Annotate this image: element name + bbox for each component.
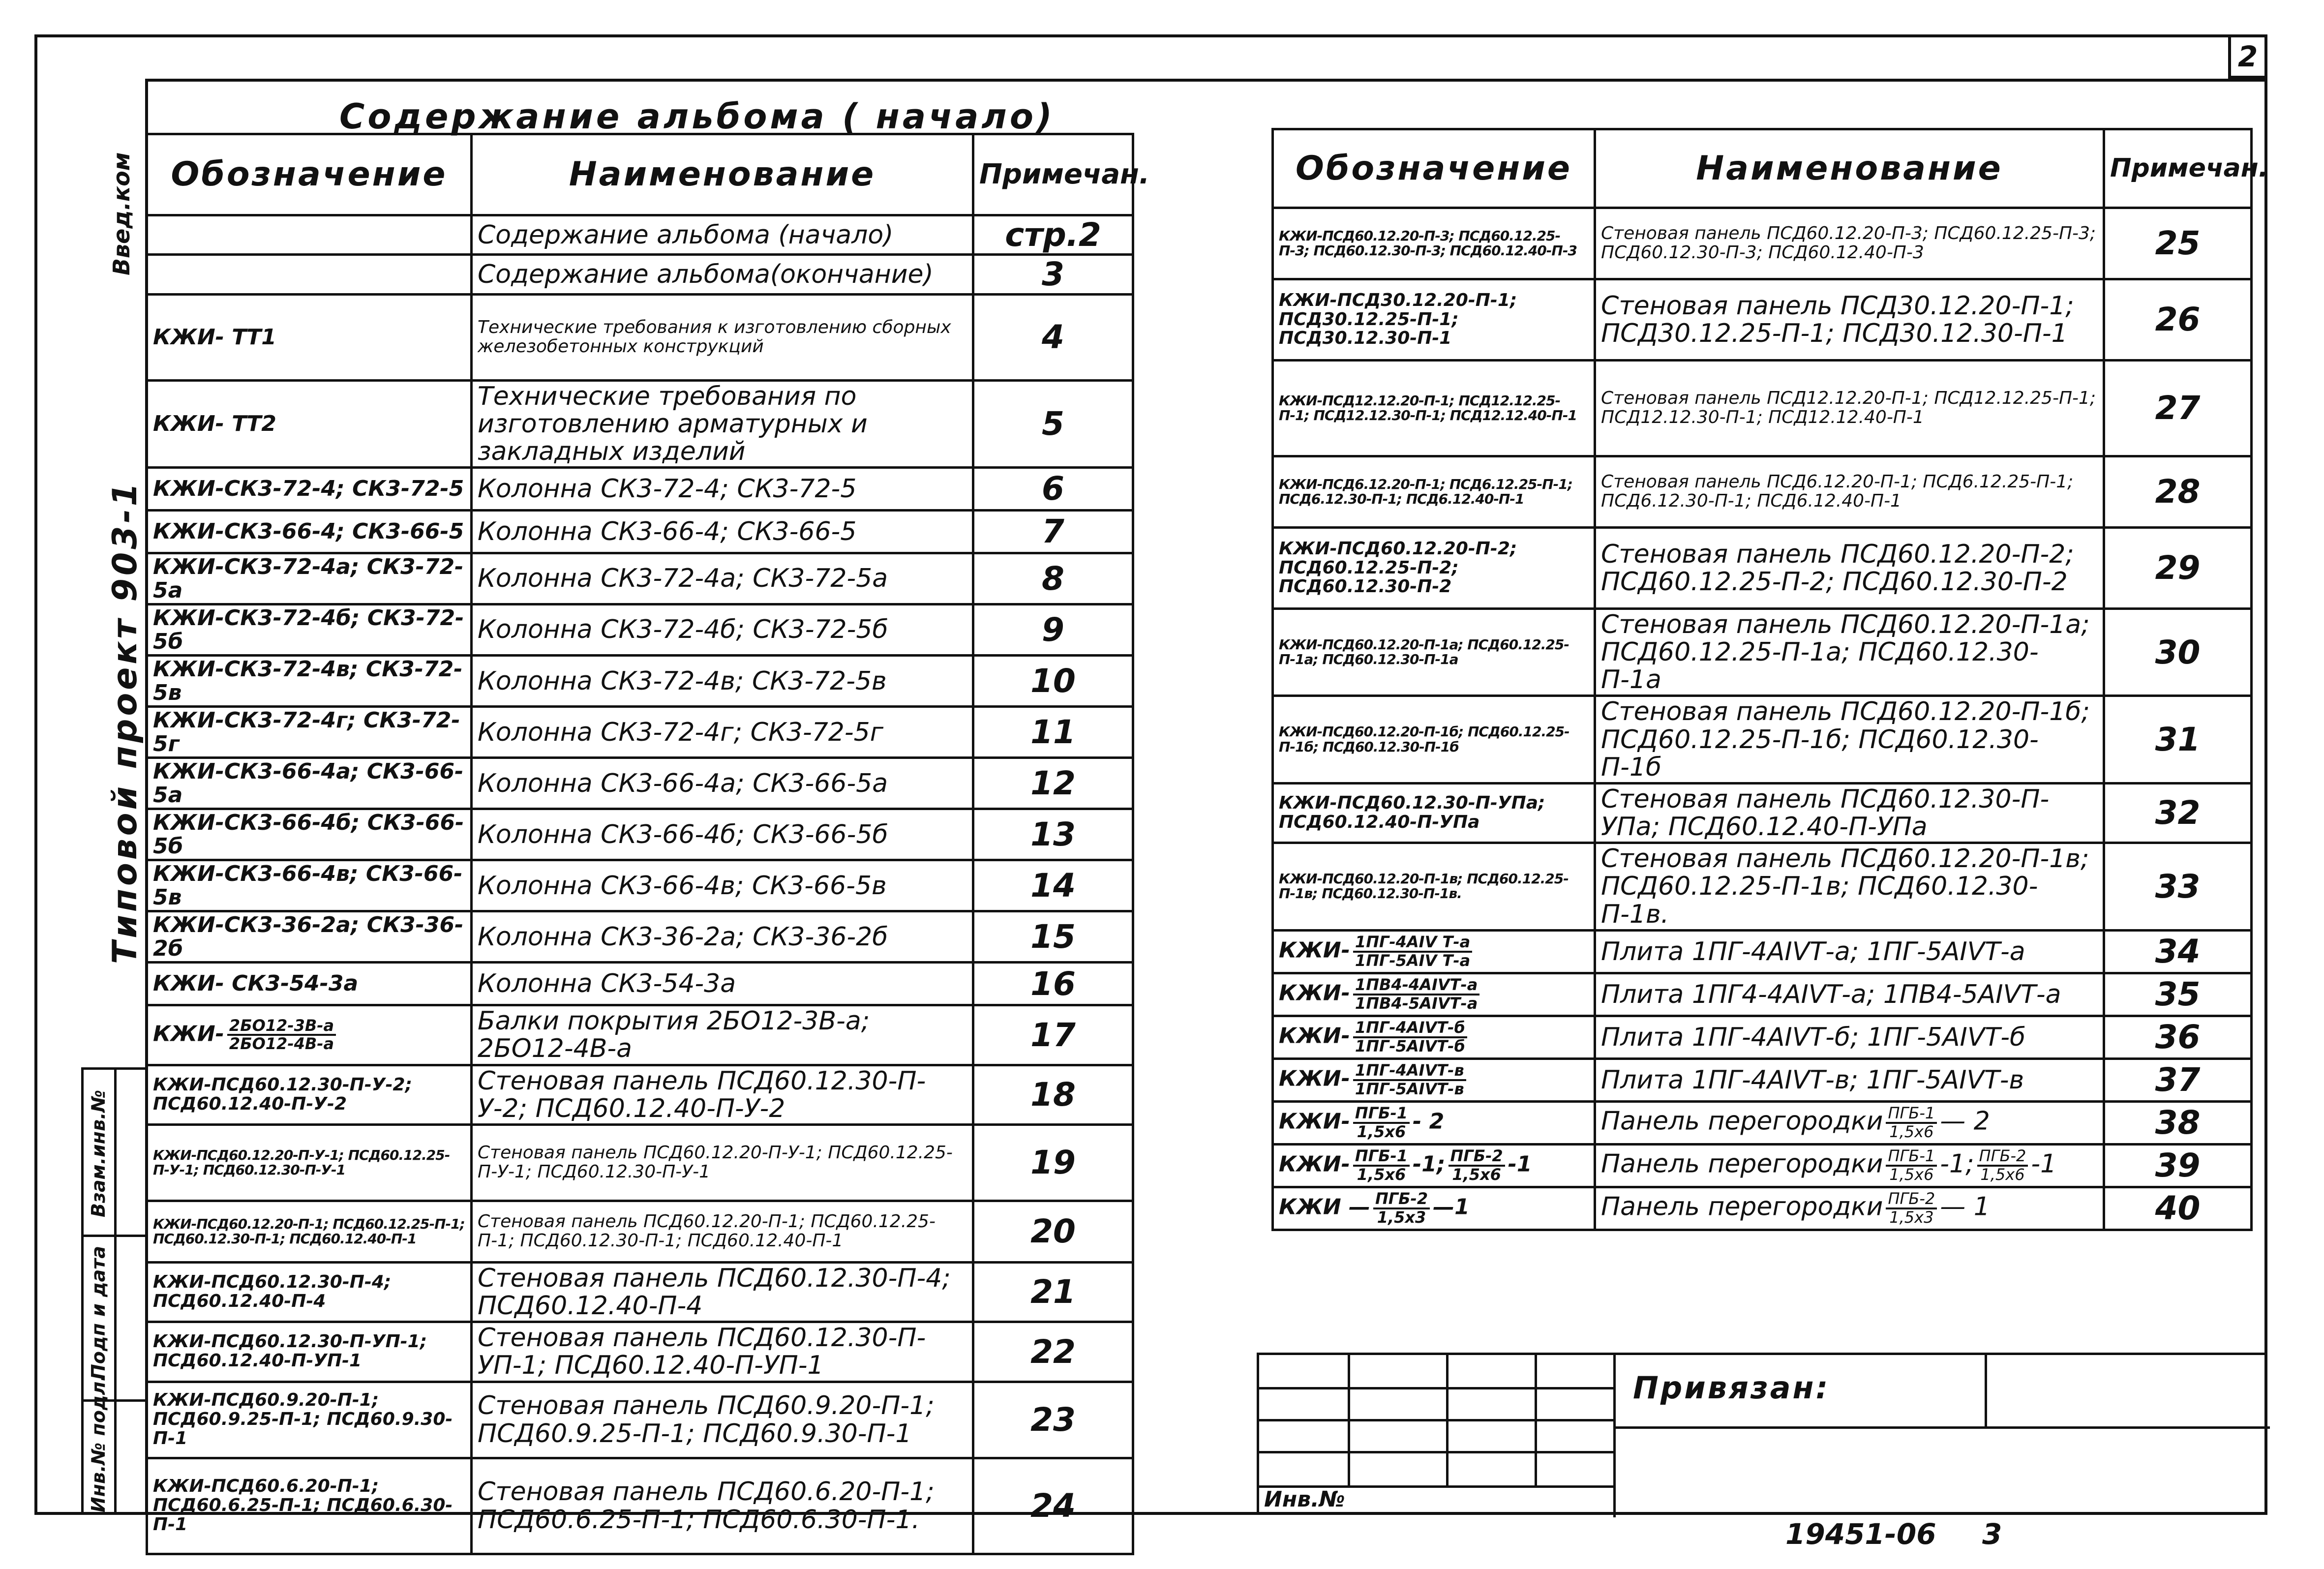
row-oboz: КЖИ-СК3-66-4а; СК3-66-5а <box>147 758 472 809</box>
header-oboz-right: Обозначение <box>1273 129 1595 208</box>
row-prim: 27 <box>2104 361 2252 456</box>
row-oboz: КЖИ-ПСД60.12.20-П-1а; ПСД60.12.25-П-1а; ПСД60.12.30-П-1а <box>1273 609 1595 696</box>
table-row <box>147 656 1133 707</box>
row-oboz: КЖИ-ПСД60.12.30-П-4; ПСД60.12.40-П-4 <box>147 1262 472 1322</box>
row-naim: Балки покрытия 2БО12-3В-а; 2БО12-4В-а <box>472 1005 973 1065</box>
table-row <box>1273 208 2252 279</box>
table-row <box>1273 1058 2252 1101</box>
fraction <box>1449 1148 1505 1183</box>
row-oboz: КЖИ-ПСД60.9.20-П-1; ПСД60.9.25-П-1; ПСД60.9.30-П-1 <box>147 1382 472 1458</box>
row-naim: Стеновая панель ПСД30.12.20-П-1; ПСД30.12.25-П-1; ПСД30.12.30-П-1 <box>1595 279 2104 361</box>
fraction-bottom: 1,5х6 <box>1452 1165 1501 1184</box>
fraction-top: 1ПВ4-4АIVТ-а <box>1353 977 1479 996</box>
table-row <box>147 215 1133 255</box>
row-oboz <box>1273 1144 1595 1187</box>
row-oboz <box>1273 1016 1595 1058</box>
side-label-vved: Введ.ком <box>108 152 135 275</box>
row-naim: Стеновая панель ПСД12.12.20-П-1; ПСД12.12.25-П-1; ПСД12.12.30-П-1; ПСД12.12.40-П-1 <box>1595 361 2104 456</box>
fraction-bottom: 1,5х6 <box>1980 1165 2025 1184</box>
table-row <box>1273 930 2252 973</box>
fraction-top: ПГБ-2 <box>1977 1148 2028 1167</box>
row-prim: 22 <box>973 1322 1133 1382</box>
table-row <box>1273 1187 2252 1230</box>
row-naim: Колонна СК3-66-4в; СК3-66-5в <box>472 860 973 911</box>
row-prim: 15 <box>973 911 1133 963</box>
table-row <box>147 1124 1133 1201</box>
oboz-prefix: КЖИ- <box>1279 937 1350 963</box>
fraction <box>227 1018 336 1053</box>
fraction-bottom: 1ПВ4-5АIVТ-а <box>1355 994 1478 1013</box>
table-row <box>147 911 1133 963</box>
row-oboz <box>147 1005 472 1065</box>
fraction-top: 1ПГ-4АIV Т-а <box>1353 934 1472 953</box>
row-oboz: КЖИ-ПСД60.12.30-П-У-2; ПСД60.12.40-П-У-2 <box>147 1065 472 1124</box>
row-naim <box>1595 1187 2104 1230</box>
table-row <box>1273 361 2252 456</box>
naim-mid: -1; <box>1940 1149 1974 1179</box>
row-naim: Стеновая панель ПСД60.12.20-П-1; ПСД60.12.25-П-1; ПСД60.12.30-П-1; ПСД60.12.40-П-1 <box>472 1201 973 1262</box>
oboz-suffix: - 2 <box>1413 1109 1445 1134</box>
fraction-bottom: 1ПГ-5АIVТ-в <box>1355 1079 1464 1098</box>
header-prim-right: Примечан. <box>2104 129 2252 208</box>
table-row <box>1273 783 2252 843</box>
fraction <box>1353 1105 1410 1140</box>
row-prim: 8 <box>973 553 1133 604</box>
oboz-prefix: КЖИ- <box>1279 1109 1350 1134</box>
table-row <box>147 468 1133 511</box>
naim-prefix: Панель перегородки <box>1601 1149 1883 1179</box>
row-prim: 13 <box>973 809 1133 860</box>
left-contents-table <box>146 133 1150 1555</box>
table-row <box>147 1262 1133 1322</box>
header-oboz: Обозначение <box>147 134 472 215</box>
side-label-project: Типовой проект 903-1 <box>106 480 145 964</box>
row-naim: Стеновая панель ПСД60.12.30-П-У-2; ПСД60.12.40-П-У-2 <box>472 1065 973 1124</box>
row-naim: Стеновая панель ПСД60.12.20-П-3; ПСД60.12.25-П-3; ПСД60.12.30-П-3; ПСД60.12.40-П-3 <box>1595 208 2104 279</box>
fraction-bottom: 1ПГ-5АIVТ-б <box>1355 1036 1465 1056</box>
table-row <box>147 1458 1133 1554</box>
row-naim: Плита 1ПГ-4АIVТ-б; 1ПГ-5АIVТ-б <box>1595 1016 2104 1058</box>
row-oboz: КЖИ-СК3-72-4г; СК3-72-5г <box>147 707 472 758</box>
row-prim: 14 <box>973 860 1133 911</box>
row-oboz <box>1273 1101 1595 1144</box>
row-oboz: КЖИ-СК3-72-4; СК3-72-5 <box>147 468 472 511</box>
row-naim: Технические требования к изготовлению сборных железобетонных конструкций <box>472 294 973 380</box>
table-row <box>1273 609 2252 696</box>
row-naim: Стеновая панель ПСД60.12.30-П-4; ПСД60.12.40-П-4 <box>472 1262 973 1322</box>
table-row <box>1273 1101 2252 1144</box>
row-naim <box>1595 1144 2104 1187</box>
row-oboz: КЖИ-ПСД60.12.30-П-УПа; ПСД60.12.40-П-УПа <box>1273 783 1595 843</box>
row-oboz: КЖИ- ТТ2 <box>147 380 472 467</box>
row-oboz: КЖИ-ПСД60.12.20-П-1; ПСД60.12.25-П-1; ПСД60.12.30-П-1; ПСД60.12.40-П-1 <box>147 1201 472 1262</box>
row-naim: Содержание альбома (начало) <box>472 215 973 255</box>
stamp-block <box>1257 1353 2267 1515</box>
row-prim: 12 <box>973 758 1133 809</box>
row-prim: 20 <box>973 1201 1133 1262</box>
naim-suffix: -1 <box>2031 1149 2057 1179</box>
naim-suffix: — 2 <box>1940 1106 1990 1136</box>
row-naim: Стеновая панель ПСД60.12.20-П-2; ПСД60.12.25-П-2; ПСД60.12.30-П-2 <box>1595 528 2104 609</box>
row-oboz <box>1273 1058 1595 1101</box>
row-oboz: КЖИ-ПСД60.12.20-П-3; ПСД60.12.25-П-3; ПСД60.12.30-П-3; ПСД60.12.40-П-3 <box>1273 208 1595 279</box>
fraction <box>1353 934 1472 969</box>
row-prim: стр.2 <box>973 215 1133 255</box>
row-prim: 23 <box>973 1382 1133 1458</box>
table-row <box>1273 973 2252 1016</box>
row-prim: 29 <box>2104 528 2252 609</box>
fraction-bottom: 1,5х6 <box>1889 1122 1934 1141</box>
fraction-top: ПГБ-1 <box>1353 1105 1410 1124</box>
row-prim: 24 <box>973 1458 1133 1554</box>
fraction-bottom: 1,5х6 <box>1889 1165 1934 1184</box>
row-prim: 18 <box>973 1065 1133 1124</box>
row-naim: Стеновая панель ПСД60.6.20-П-1; ПСД60.6.25-П-1; ПСД60.6.30-П-1. <box>472 1458 973 1554</box>
row-oboz: КЖИ-СК3-72-4а; СК3-72-5а <box>147 553 472 604</box>
fraction-bottom: 1,5х6 <box>1357 1165 1406 1184</box>
row-prim: 32 <box>2104 783 2252 843</box>
row-naim: Стеновая панель ПСД6.12.20-П-1; ПСД6.12.25-П-1; ПСД6.12.30-П-1; ПСД6.12.40-П-1 <box>1595 456 2104 528</box>
row-prim: 6 <box>973 468 1133 511</box>
naim-prefix: Панель перегородки <box>1601 1192 1883 1222</box>
row-prim: 31 <box>2104 696 2252 783</box>
fraction-top: ПГБ-1 <box>1353 1148 1410 1167</box>
row-prim: 19 <box>973 1124 1133 1201</box>
table-row <box>1273 843 2252 930</box>
row-oboz: КЖИ-СК3-36-2а; СК3-36-2б <box>147 911 472 963</box>
fraction <box>1353 1062 1466 1097</box>
row-prim: 26 <box>2104 279 2252 361</box>
row-prim: 5 <box>973 380 1133 467</box>
oboz-prefix: КЖИ- <box>1279 1066 1350 1091</box>
row-prim: 3 <box>973 255 1133 294</box>
table-row <box>147 963 1133 1005</box>
bottom-code: 19451-06 <box>1785 1517 1936 1551</box>
table-row <box>147 707 1133 758</box>
oboz-suffix: -1 <box>1508 1151 1532 1177</box>
table-row <box>1273 1016 2252 1058</box>
row-oboz: КЖИ-СК3-66-4б; СК3-66-5б <box>147 809 472 860</box>
fraction <box>1886 1191 1937 1226</box>
table-row <box>147 809 1133 860</box>
row-oboz <box>147 215 472 255</box>
fraction <box>1353 977 1479 1012</box>
fraction <box>1373 1191 1430 1226</box>
row-prim: 4 <box>973 294 1133 380</box>
row-naim: Колонна СК3-72-4в; СК3-72-5в <box>472 656 973 707</box>
row-naim <box>1595 1101 2104 1144</box>
row-prim: 25 <box>2104 208 2252 279</box>
fraction-bottom: 2БО12-4В-а <box>229 1034 334 1054</box>
table-row <box>1273 279 2252 361</box>
row-prim: 36 <box>2104 1016 2252 1058</box>
row-naim: Колонна СК3-66-4; СК3-66-5 <box>472 511 973 553</box>
table-row <box>147 758 1133 809</box>
row-prim: 7 <box>973 511 1133 553</box>
table-row <box>147 553 1133 604</box>
row-naim: Колонна СК3-66-4б; СК3-66-5б <box>472 809 973 860</box>
row-oboz <box>1273 973 1595 1016</box>
fraction-top: 1ПГ-4АIVТ-в <box>1353 1062 1466 1081</box>
fraction <box>1886 1148 1937 1183</box>
row-naim: Стеновая панель ПСД60.9.20-П-1; ПСД60.9.25-П-1; ПСД60.9.30-П-1 <box>472 1382 973 1458</box>
row-oboz: КЖИ-СК3-72-4в; СК3-72-5в <box>147 656 472 707</box>
row-oboz: КЖИ-ПСД60.6.20-П-1; ПСД60.6.25-П-1; ПСД60.6.30-П-1 <box>147 1458 472 1554</box>
fraction-top: ПГБ-2 <box>1373 1191 1430 1209</box>
row-oboz: КЖИ- ТТ1 <box>147 294 472 380</box>
table-row <box>147 1322 1133 1382</box>
fraction-top: 1ПГ-4АIVТ-б <box>1353 1020 1467 1038</box>
table-row <box>147 1201 1133 1262</box>
header-naim-right: Наименование <box>1595 129 2104 208</box>
side-label-podp: Подп и дата <box>88 1246 109 1380</box>
table-row <box>147 1005 1133 1065</box>
oboz-prefix: КЖИ- <box>153 1021 224 1047</box>
oboz-prefix: КЖИ- <box>1279 1151 1350 1177</box>
row-oboz: КЖИ-ПСД6.12.20-П-1; ПСД6.12.25-П-1; ПСД6.12.30-П-1; ПСД6.12.40-П-1 <box>1273 456 1595 528</box>
row-naim: Колонна СК3-72-4а; СК3-72-5а <box>472 553 973 604</box>
table-row <box>147 511 1133 553</box>
row-prim: 39 <box>2104 1144 2252 1187</box>
table-row <box>147 1065 1133 1124</box>
table-row <box>147 604 1133 656</box>
fraction <box>1977 1148 2028 1183</box>
bottom-num: 3 <box>1982 1517 2002 1551</box>
table-row <box>1273 528 2252 609</box>
header-naim: Наименование <box>472 134 973 215</box>
fraction-bottom: 1ПГ-5АIV Т-а <box>1355 951 1471 970</box>
row-oboz: КЖИ-ПСД60.12.20-П-2; ПСД60.12.25-П-2; ПСД60.12.30-П-2 <box>1273 528 1595 609</box>
table-row <box>1273 696 2252 783</box>
row-naim: Колонна СК3-72-4; СК3-72-5 <box>472 468 973 511</box>
row-naim: Колонна СК3-36-2а; СК3-36-2б <box>472 911 973 963</box>
row-oboz: КЖИ-СК3-66-4в; СК3-66-5в <box>147 860 472 911</box>
fraction-top: ПГБ-1 <box>1886 1105 1937 1124</box>
row-oboz: КЖИ-ПСД60.12.30-П-УП-1; ПСД60.12.40-П-УП-1 <box>147 1322 472 1382</box>
row-naim: Стеновая панель ПСД60.12.30-П-УПа; ПСД60.12.40-П-УПа <box>1595 783 2104 843</box>
row-oboz <box>1273 1187 1595 1230</box>
row-prim: 10 <box>973 656 1133 707</box>
row-prim: 38 <box>2104 1101 2252 1144</box>
fraction-top: ПГБ-2 <box>1886 1191 1937 1209</box>
naim-prefix: Панель перегородки <box>1601 1106 1883 1136</box>
row-prim: 16 <box>973 963 1133 1005</box>
row-naim: Стеновая панель ПСД60.12.20-П-1б; ПСД60.12.25-П-1б; ПСД60.12.30-П-1б <box>1595 696 2104 783</box>
row-prim: 35 <box>2104 973 2252 1016</box>
table-row <box>1273 456 2252 528</box>
table-row <box>147 294 1133 380</box>
row-naim: Колонна СК3-72-4б; СК3-72-5б <box>472 604 973 656</box>
stamp-privyazan: Привязан: <box>1633 1370 1830 1406</box>
table-row <box>147 1382 1133 1458</box>
row-naim: Колонна СК3-66-4а; СК3-66-5а <box>472 758 973 809</box>
row-prim: 21 <box>973 1262 1133 1322</box>
row-oboz: КЖИ-ПСД12.12.20-П-1; ПСД12.12.25-П-1; ПСД12.12.30-П-1; ПСД12.12.40-П-1 <box>1273 361 1595 456</box>
row-oboz: КЖИ-СК3-66-4; СК3-66-5 <box>147 511 472 553</box>
row-naim: Плита 1ПГ-4АIVТ-а; 1ПГ-5АIVТ-а <box>1595 930 2104 973</box>
row-naim: Стеновая панель ПСД60.12.30-П-УП-1; ПСД60.12.40-П-УП-1 <box>472 1322 973 1382</box>
side-label-vzam: Взам.инв.№ <box>88 1089 109 1217</box>
row-oboz: КЖИ-ПСД60.12.20-П-У-1; ПСД60.12.25-П-У-1; ПСД60.12.30-П-У-1 <box>147 1124 472 1201</box>
row-naim: Содержание альбома(окончание) <box>472 255 973 294</box>
oboz-prefix: КЖИ- <box>1279 980 1350 1006</box>
table-row <box>147 255 1133 294</box>
row-prim: 9 <box>973 604 1133 656</box>
left-title: Содержание альбома ( начало) <box>339 96 1055 137</box>
row-oboz: КЖИ-ПСД60.12.20-П-1в; ПСД60.12.25-П-1в; ПСД60.12.30-П-1в. <box>1273 843 1595 930</box>
fraction-bottom: 1,5х3 <box>1377 1207 1426 1227</box>
row-prim: 11 <box>973 707 1133 758</box>
right-contents-table <box>1271 128 2268 1231</box>
row-oboz: КЖИ- СК3-54-3а <box>147 963 472 1005</box>
stamp-inv-no: Инв.№ <box>1264 1487 1345 1512</box>
oboz-prefix: КЖИ — <box>1279 1194 1370 1220</box>
row-oboz <box>1273 930 1595 973</box>
row-naim: Стеновая панель ПСД60.12.20-П-У-1; ПСД60.12.25-П-У-1; ПСД60.12.30-П-У-1 <box>472 1124 973 1201</box>
fraction-top: ПГБ-1 <box>1886 1148 1937 1167</box>
table-row <box>147 380 1133 467</box>
oboz-prefix: КЖИ- <box>1279 1023 1350 1049</box>
fraction <box>1353 1148 1410 1183</box>
fraction-bottom: 1,5х6 <box>1357 1122 1406 1141</box>
naim-suffix: — 1 <box>1940 1192 1990 1222</box>
row-prim: 17 <box>973 1005 1133 1065</box>
row-naim: Стеновая панель ПСД60.12.20-П-1а; ПСД60.12.25-П-1а; ПСД60.12.30-П-1а <box>1595 609 2104 696</box>
row-oboz: КЖИ-СК3-72-4б; СК3-72-5б <box>147 604 472 656</box>
row-prim: 40 <box>2104 1187 2252 1230</box>
row-naim: Плита 1ПГ4-4АIVТ-а; 1ПВ4-5АIVТ-а <box>1595 973 2104 1016</box>
row-oboz: КЖИ-ПСД60.12.20-П-1б; ПСД60.12.25-П-1б; ПСД60.12.30-П-1б <box>1273 696 1595 783</box>
row-oboz: КЖИ-ПСД30.12.20-П-1; ПСД30.12.25-П-1; ПСД30.12.30-П-1 <box>1273 279 1595 361</box>
page-number: 2 <box>2228 34 2267 79</box>
table-row <box>1273 1144 2252 1187</box>
row-naim: Колонна СК3-72-4г; СК3-72-5г <box>472 707 973 758</box>
table-row <box>147 860 1133 911</box>
row-oboz <box>147 255 472 294</box>
row-prim: 33 <box>2104 843 2252 930</box>
fraction-bottom: 1,5х3 <box>1889 1207 1934 1227</box>
row-prim: 34 <box>2104 930 2252 973</box>
row-prim: 28 <box>2104 456 2252 528</box>
row-prim: 37 <box>2104 1058 2252 1101</box>
oboz-mid: -1; <box>1413 1151 1446 1177</box>
side-label-inv: Инв.№ подл. <box>88 1374 109 1512</box>
oboz-suffix: —1 <box>1433 1194 1470 1220</box>
fraction-top: ПГБ-2 <box>1449 1148 1505 1167</box>
row-naim: Колонна СК3-54-3а <box>472 963 973 1005</box>
row-naim: Технические требования по изготовлению арматурных и закладных изделий <box>472 380 973 467</box>
fraction <box>1886 1105 1937 1140</box>
fraction-top: 2БО12-3В-а <box>227 1018 336 1036</box>
row-naim: Стеновая панель ПСД60.12.20-П-1в; ПСД60.12.25-П-1в; ПСД60.12.30-П-1в. <box>1595 843 2104 930</box>
row-prim: 30 <box>2104 609 2252 696</box>
row-naim: Плита 1ПГ-4АIVТ-в; 1ПГ-5АIVТ-в <box>1595 1058 2104 1101</box>
fraction <box>1353 1020 1467 1055</box>
header-prim: Примечан. <box>973 134 1133 215</box>
side-stamp <box>81 1067 145 1515</box>
